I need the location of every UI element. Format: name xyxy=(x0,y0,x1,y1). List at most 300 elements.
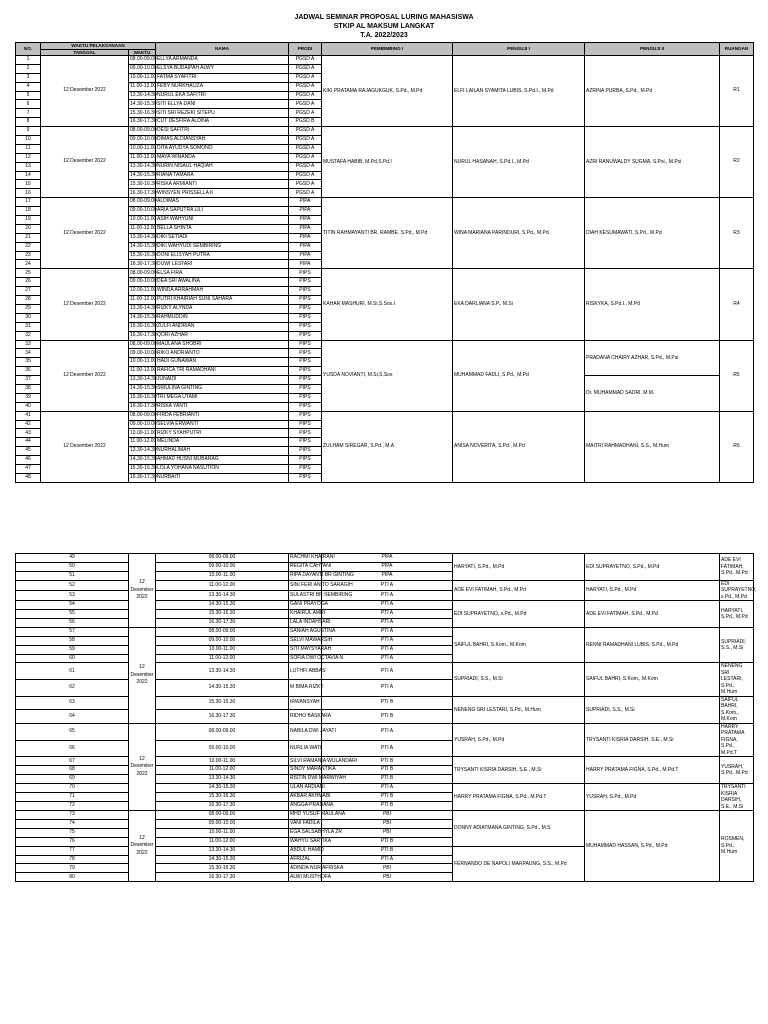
student-name: ZULFI ANDRIAN xyxy=(156,322,289,331)
row-number: 66 xyxy=(16,740,129,757)
study-program: PGSD A xyxy=(289,171,322,180)
student-name: SINDY MARANTIKA xyxy=(289,766,322,775)
student-name: REGITA CAHYANI xyxy=(289,562,322,571)
time-slot: 15.30-16.30 xyxy=(129,393,156,402)
study-program: PTI A xyxy=(322,601,453,610)
examiner-1-cell: MUHAMMAD HASSAN, S.Pd., M.Pd xyxy=(585,811,720,882)
student-name: NURHALIMAH xyxy=(156,447,289,456)
row-number: 27 xyxy=(16,287,41,296)
row-number: 2 xyxy=(16,64,41,73)
row-number: 75 xyxy=(16,828,129,837)
row-number: 7 xyxy=(16,109,41,118)
examiner-2-cell: YUSRAH, S.Pd., M.Pd xyxy=(720,757,754,784)
study-program: PIPA xyxy=(289,216,322,225)
time-slot: 09.00-10.00 xyxy=(129,64,156,73)
student-name: SELVI MAWARSIH xyxy=(289,636,322,645)
col-header-no: NO. xyxy=(16,43,41,56)
student-name: RIKO ANDRIANTO xyxy=(156,349,289,358)
time-slot: 15.30-16.30 xyxy=(156,793,289,802)
supervisor-cell: YUSDA NOVIANTI, M.Si,S.Sos xyxy=(322,340,453,411)
table-row xyxy=(16,757,754,766)
student-name: SRIULINA GINTING xyxy=(156,384,289,393)
table-row xyxy=(16,627,754,636)
study-program: PTI B xyxy=(322,793,453,802)
study-program: PTI B xyxy=(322,802,453,811)
row-number: 71 xyxy=(16,793,129,802)
col-header-waktu-pelaksanaan: WAKTU PELAKSANAAN xyxy=(41,43,156,50)
time-slot: 14.30-15.30 xyxy=(156,680,289,697)
row-number: 5 xyxy=(16,91,41,100)
time-slot: 09.00-10.00 xyxy=(156,819,289,828)
student-name: ANGGA PRADANA xyxy=(289,802,322,811)
study-program: PIPA xyxy=(322,571,453,580)
study-program: PIPS xyxy=(289,322,322,331)
row-number: 54 xyxy=(16,601,129,610)
row-number: 77 xyxy=(16,846,129,855)
study-program: PGSD A xyxy=(289,162,322,171)
supervisor-cell: MUSTAFA HABIB, M.Pd,S.Pd.I xyxy=(322,127,453,198)
time-slot: 16.30-17.30 xyxy=(156,802,289,811)
study-program: PTI A xyxy=(322,784,453,793)
time-slot: 14.30-15.30 xyxy=(129,100,156,109)
date-cell: 12 Desember 2022 xyxy=(129,811,156,882)
supervisor-cell: HARRY PRATAMA FIGNA, S.Pd., M.Pd.T xyxy=(453,784,585,811)
table-row xyxy=(16,811,754,820)
row-number: 47 xyxy=(16,464,41,473)
row-number: 80 xyxy=(16,873,129,882)
student-name: ELLYA ARMANDA xyxy=(156,56,289,65)
student-name: RACHMI KHAIRANI xyxy=(289,554,322,563)
examiner-2-cell: NENENG SRI LESTARI, S.Pd., M.Hum xyxy=(720,663,754,697)
student-name: QORI AZHAR xyxy=(156,331,289,340)
study-program: PGSD A xyxy=(289,64,322,73)
time-slot: 14.30-15.30 xyxy=(156,601,289,610)
row-number: 25 xyxy=(16,269,41,278)
row-number: 61 xyxy=(16,663,129,680)
student-name: LUTHFI ABBAS xyxy=(289,663,322,680)
study-program: PTI B xyxy=(322,696,453,710)
student-name: SITI MAYSYARAH xyxy=(289,645,322,654)
student-name: RAHMUDDIN xyxy=(156,313,289,322)
row-number: 55 xyxy=(16,610,129,619)
row-number: 70 xyxy=(16,784,129,793)
examiner-1-cell: YUSRAH, S.Pd., M.Pd xyxy=(585,784,720,811)
row-number: 8 xyxy=(16,118,41,127)
study-program: PGSD A xyxy=(289,189,322,198)
study-program: PIPA xyxy=(289,224,322,233)
time-slot: 10.00-11.00 xyxy=(156,828,289,837)
academic-year: T.A. 2022/2023 xyxy=(360,32,408,39)
row-number: 73 xyxy=(16,811,129,820)
time-slot: 09.00-10.00 xyxy=(129,420,156,429)
time-slot: 15.30-16.30 xyxy=(129,464,156,473)
study-program: PTI A xyxy=(322,740,453,757)
time-slot: 10.00-11.00 xyxy=(129,144,156,153)
student-name: LALA INDAHSARI xyxy=(289,618,322,627)
row-number: 32 xyxy=(16,331,41,340)
study-program: PIPS xyxy=(289,358,322,367)
student-name: M BIMA RIZKY xyxy=(289,680,322,697)
col-header-tanggal: TANGGAL xyxy=(41,49,129,56)
time-slot: 10.00-11.00 xyxy=(129,216,156,225)
time-slot: 10.00-11.00 xyxy=(129,429,156,438)
student-name: BELLA SHINTA xyxy=(156,224,289,233)
row-number: 49 xyxy=(16,554,129,563)
row-number: 16 xyxy=(16,189,41,198)
student-name: ADINDA NUR AFRISKA xyxy=(289,864,322,873)
row-number: 78 xyxy=(16,855,129,864)
time-slot: 15.30-16.30 xyxy=(129,180,156,189)
time-slot: 11.00-12.00 xyxy=(156,766,289,775)
study-program: PTI A xyxy=(322,680,453,697)
student-name: ABDUL HAMID xyxy=(289,846,322,855)
student-name: HADI GUNAWAN xyxy=(156,358,289,367)
row-number: 53 xyxy=(16,590,129,600)
row-number: 59 xyxy=(16,645,129,654)
room-cell: R6 xyxy=(720,411,754,482)
date-cell: 12 Desember 2022 xyxy=(129,554,156,628)
study-program: PTI A xyxy=(322,654,453,663)
supervisor-cell: KIKI PRATAMA RAJAGUKGUK, S.Pd., M.Pd xyxy=(322,56,453,127)
student-name: WINDA ARRAHMAH xyxy=(156,287,289,296)
row-number: 29 xyxy=(16,304,41,313)
row-number: 12 xyxy=(16,153,41,162)
row-number: 15 xyxy=(16,180,41,189)
study-program: PIPS xyxy=(289,456,322,465)
supervisor-cell: KAHAR MASHURI, M.Si,S.Sos.I xyxy=(322,269,453,340)
date-cell: 12 Desember 2022 xyxy=(41,269,129,340)
examiner-2-cell: SUPRIADI, S.S., M.Si xyxy=(720,627,754,663)
time-slot: 10.00-11.00 xyxy=(156,757,289,766)
examiner-1-cell: MUHAMMAD FADLI, S.Pd., M.Pd xyxy=(453,340,585,411)
study-program: PIPS xyxy=(289,349,322,358)
row-number: 33 xyxy=(16,340,41,349)
examiner-1-cell: SUPRIADI, S.S., M.Si xyxy=(585,696,720,723)
room-cell: R1 xyxy=(720,56,754,127)
supervisor-cell: FERNANDO DE NAPOLI MARPAUNG, S.S., M.Pd xyxy=(453,846,585,882)
table-row xyxy=(16,554,754,563)
time-slot: 13.30-14.30 xyxy=(156,663,289,680)
student-name: ASIH WAHYUNI xyxy=(156,216,289,225)
table-row xyxy=(16,663,754,680)
student-name: DIKI WAHYUDI SEMBIRING xyxy=(156,242,289,251)
study-program: PTI A xyxy=(322,580,453,590)
supervisor-cell: HARYATI, S.Pd., M.Pd xyxy=(453,554,585,581)
time-slot: 14.30-15.30 xyxy=(156,784,289,793)
time-slot: 09.00-10.00 xyxy=(156,562,289,571)
study-program: PIPA xyxy=(289,198,322,207)
study-program: PIPS xyxy=(289,331,322,340)
row-number: 41 xyxy=(16,411,41,420)
study-program: PGSD A xyxy=(289,82,322,91)
student-name: RIZKY SYAHPUTRI xyxy=(156,429,289,438)
study-program: PBI xyxy=(322,873,453,882)
examiner-2-cell: HARRY PRATAMA FIGNA, S.Pd., M.Pd.T xyxy=(720,723,754,757)
row-number: 42 xyxy=(16,420,41,429)
student-name: AFRIZAL xyxy=(289,855,322,864)
examiner-1-cell: EKA DARLIANA S.P., M.Si xyxy=(453,269,585,340)
table-row xyxy=(16,340,754,349)
study-program: PGSD A xyxy=(289,153,322,162)
student-name: NURLIA WATI xyxy=(289,740,322,757)
row-number: 21 xyxy=(16,233,41,242)
row-number: 72 xyxy=(16,802,129,811)
row-number: 30 xyxy=(16,313,41,322)
row-number: 64 xyxy=(16,710,129,724)
row-number: 23 xyxy=(16,251,41,260)
time-slot: 13.30-14.30 xyxy=(129,91,156,100)
student-name: DESI SAFITRI xyxy=(156,127,289,136)
study-program: PIPS xyxy=(289,304,322,313)
study-program: PTI B xyxy=(322,710,453,724)
examiner-2-cell: RISKYKA, S.Pd.I., M.Pd xyxy=(585,269,720,340)
examiner-2-cell: AZRI RANUWALDY SUGMA, S.Psi., M.Psi xyxy=(585,127,720,198)
student-name: RIZKY ALYNDA xyxy=(156,304,289,313)
time-slot: 14.30-15.30 xyxy=(156,855,289,864)
table-row xyxy=(16,411,754,420)
row-number: 36 xyxy=(16,367,41,376)
time-slot: 11.00-12.00 xyxy=(129,438,156,447)
study-program: PGSD B xyxy=(289,118,322,127)
date-cell: 12 Desember 2022 xyxy=(41,198,129,269)
study-program: PIPA xyxy=(289,260,322,269)
time-slot: 14.30-15.30 xyxy=(129,384,156,393)
student-name: AKBAR AKHMABI xyxy=(289,793,322,802)
examiner-1-cell: TRYSANTI KISRIA DARSIH, S.E., M.Si xyxy=(585,723,720,757)
examiner-1-cell: HARYATI, S.Pd., M.Pd xyxy=(585,580,720,601)
study-program: PIPS xyxy=(289,464,322,473)
student-name: SELVIA ERWANTI xyxy=(156,420,289,429)
row-number: 52 xyxy=(16,580,129,590)
row-number: 79 xyxy=(16,864,129,873)
student-name: DIMAS ALDIANSYAH xyxy=(156,136,289,145)
row-number: 74 xyxy=(16,819,129,828)
study-program: PGSD A xyxy=(289,73,322,82)
col-header-nama: NAMA xyxy=(156,43,289,56)
study-program: PIPS xyxy=(289,420,322,429)
student-name: FEBY NURKHALIZA xyxy=(156,82,289,91)
row-number: 28 xyxy=(16,296,41,305)
student-name: ALDIMAS xyxy=(156,198,289,207)
student-name: EGA SALSABHYLA ZR xyxy=(289,828,322,837)
study-program: PBI xyxy=(322,811,453,820)
row-number: 6 xyxy=(16,100,41,109)
study-program: PTI A xyxy=(322,663,453,680)
time-slot: 09.00-10.00 xyxy=(129,278,156,287)
study-program: PIPS xyxy=(289,393,322,402)
time-slot: 08.00-09.00 xyxy=(129,56,156,65)
student-name: DEA SRI AWALINA xyxy=(156,278,289,287)
table-row xyxy=(16,198,754,207)
table-row xyxy=(16,269,754,278)
study-program: PTI A xyxy=(322,645,453,654)
time-slot: 13.30-14.30 xyxy=(129,447,156,456)
table-row xyxy=(16,601,754,610)
study-program: PIPS xyxy=(289,429,322,438)
student-name: GANI PRAYOGA xyxy=(289,601,322,610)
date-cell: 12 Desember 2022 xyxy=(129,723,156,810)
study-program: PGSD A xyxy=(289,91,322,100)
time-slot: 11.00-12.00 xyxy=(156,654,289,663)
date-cell: 12 Desember 2022 xyxy=(41,127,129,198)
student-name: DUWI LESTARI xyxy=(156,260,289,269)
time-slot: 13.30-14.30 xyxy=(129,233,156,242)
study-program: PBI xyxy=(322,828,453,837)
supervisor-cell: DONNY ADIATMANA GINTING, S.Pd., M.S xyxy=(453,811,585,847)
study-program: PIPA xyxy=(322,562,453,571)
student-name: TRI MEGA UTAMI xyxy=(156,393,289,402)
examiner-1-cell: EDI SUPRAYETNO, S.Pd., M.Pd xyxy=(585,554,720,581)
student-name: KHAIRUL AMRI xyxy=(289,610,322,619)
study-program: PTI A xyxy=(322,723,453,740)
student-name: CUT DESFIRA ALDINA xyxy=(156,118,289,127)
table-row xyxy=(16,56,754,65)
time-slot: 10.00-11.00 xyxy=(129,287,156,296)
row-number: 45 xyxy=(16,447,41,456)
study-program: PTI A xyxy=(322,590,453,600)
row-number: 56 xyxy=(16,618,129,627)
time-slot: 11.00-12.00 xyxy=(129,82,156,91)
institution-name: STKIP AL MAKSUM LANGKAT xyxy=(333,23,435,30)
examiner-1-cell: SAIFUL BAHRI, S.Kom., M.Kom xyxy=(585,663,720,697)
student-name: MHD YUSUF MAULANA xyxy=(289,811,322,820)
row-number: 18 xyxy=(16,207,41,216)
study-program: PIPA xyxy=(289,242,322,251)
date-cell: 12 Desember 2022 xyxy=(41,340,129,411)
study-program: PTI A xyxy=(322,610,453,619)
study-program: PTI B xyxy=(322,757,453,766)
row-number: 26 xyxy=(16,278,41,287)
row-number: 11 xyxy=(16,144,41,153)
study-program: PTI B xyxy=(322,837,453,846)
time-slot: 16.30-17.30 xyxy=(129,189,156,198)
examiner-2-cell: TRYSANTI KISRIA DARSIH, S.E., M.Si xyxy=(720,784,754,811)
time-slot: 08.00-09.00 xyxy=(156,723,289,740)
row-number: 4 xyxy=(16,82,41,91)
student-name: ALWI MUSTHOFA xyxy=(289,873,322,882)
student-name: RIPA DAYANTI BR GINTING xyxy=(289,571,322,580)
examiner-1-cell: WINA MARIANA PARINDURI, S.Pd., M.Pd xyxy=(453,198,585,269)
study-program: PGSD A xyxy=(289,109,322,118)
student-name: SINI FERI ANITO SARAGIH xyxy=(289,580,322,590)
student-name: DONI ELISYAH PUTRA xyxy=(156,251,289,260)
student-name: SULASTRI BR SEMBIRING xyxy=(289,590,322,600)
row-number: 38 xyxy=(16,384,41,393)
time-slot: 11.00-12.00 xyxy=(156,580,289,590)
time-slot: 09.00-10.00 xyxy=(129,136,156,145)
student-name: MELINDA xyxy=(156,438,289,447)
time-slot: 14.30-15.30 xyxy=(129,456,156,465)
examiner-1-cell: ADE EVI FATIMAH, S.Pd., M.Pd xyxy=(585,601,720,628)
row-number: 3 xyxy=(16,73,41,82)
schedule-table-part1 xyxy=(15,42,754,483)
col-header-ruangan: RUANGAN xyxy=(720,43,754,56)
time-slot: 13.30-14.30 xyxy=(129,304,156,313)
student-name: NURIN NISAUL HAQIAH xyxy=(156,162,289,171)
time-slot: 11.00-12.00 xyxy=(156,837,289,846)
room-cell: R5 xyxy=(720,340,754,411)
row-number: 67 xyxy=(16,757,129,766)
row-number: 65 xyxy=(16,723,129,740)
date-cell: 12 Desember 2022 xyxy=(41,411,129,482)
study-program: PGSD A xyxy=(289,56,322,65)
study-program: PIPS xyxy=(289,313,322,322)
study-program: PTI A xyxy=(322,618,453,627)
time-slot: 09.00-10.00 xyxy=(129,349,156,358)
row-number: 57 xyxy=(16,627,129,636)
row-number: 17 xyxy=(16,198,41,207)
row-number: 50 xyxy=(16,562,129,571)
student-name: ELSA FIRA xyxy=(156,269,289,278)
time-slot: 13.30-14.30 xyxy=(156,775,289,784)
examiner-1-cell: ANISA NOVERITA, S.Pd., M.Pd xyxy=(453,411,585,482)
room-cell: R4 xyxy=(720,269,754,340)
time-slot: 08.00-09.00 xyxy=(156,811,289,820)
document-title: JADWAL SEMINAR PROPOSAL LURING MAHASISWA xyxy=(294,14,474,21)
study-program: PIPS xyxy=(289,367,322,376)
time-slot: 16.30-17.30 xyxy=(129,118,156,127)
examiner-1-cell: HARRY PRATAMA FIGNA, S.Pd., M.Pd.T xyxy=(585,757,720,784)
study-program: PTI A xyxy=(322,636,453,645)
schedule-table-part2 xyxy=(15,553,757,882)
row-number: 48 xyxy=(16,473,41,482)
row-number: 31 xyxy=(16,322,41,331)
examiner-2-cell: SAIFUL BAHRI, S.Kom., M.Kom xyxy=(720,696,754,723)
time-slot: 11.00-12.00 xyxy=(129,367,156,376)
supervisor-cell: ZULHAM SIREGAR, S.Pd., M.A xyxy=(322,411,453,482)
time-slot: 08.00-09.00 xyxy=(156,627,289,636)
table-row xyxy=(16,723,754,740)
time-slot: 10.00-11.00 xyxy=(156,645,289,654)
examiner-1-cell: ELFI LAILAN SYAMITA LUBIS, S.Pd.I., M.Pd xyxy=(453,56,585,127)
student-name: NURBAITI xyxy=(156,473,289,482)
study-program: PGSD A xyxy=(289,136,322,145)
supervisor-cell: YUSRAH, S.Pd., M.Pd xyxy=(453,723,585,757)
study-program: PIPS xyxy=(289,376,322,385)
study-program: PIPS xyxy=(289,411,322,420)
student-name: ELSYA BUDAIPAH ALWY xyxy=(156,64,289,73)
supervisor-cell: TITIN RAHMAYANTI BR. RAMBE, S.Pd., M.Pd xyxy=(322,198,453,269)
student-name: AHMAD HUSNI MUBARAG xyxy=(156,456,289,465)
study-program: PBI xyxy=(322,864,453,873)
col-header-pembimbing: PEMBIMBING I xyxy=(322,43,453,56)
examiner-2-cell: HARYATI, S.Pd., M.Pd xyxy=(720,601,754,628)
time-slot: 08.00-09.00 xyxy=(129,411,156,420)
study-program: PIPS xyxy=(289,384,322,393)
student-name: RIANA TAMARA xyxy=(156,171,289,180)
study-program: PIPA xyxy=(322,554,453,563)
row-number: 68 xyxy=(16,766,129,775)
row-number: 37 xyxy=(16,376,41,385)
time-slot: 13.30-14.30 xyxy=(129,376,156,385)
student-name: PUTRI KHAIRIAH SUNI SAHARA xyxy=(156,296,289,305)
time-slot: 09.00-10.00 xyxy=(156,636,289,645)
time-slot: 15.30-16.30 xyxy=(156,610,289,619)
room-cell: R3 xyxy=(720,198,754,269)
student-name: MAYA WINANDA xyxy=(156,153,289,162)
supervisor-cell: SAIFUL BAHRI, S.Kom., M.Kom xyxy=(453,627,585,663)
time-slot: 11.00-12.00 xyxy=(129,296,156,305)
time-slot: 16.30-17.30 xyxy=(156,710,289,724)
examiner-2-cell: ROSMEN, S.Pd., M.Hum xyxy=(720,811,754,882)
row-number: 63 xyxy=(16,696,129,710)
student-name: DIKI SETIADI xyxy=(156,233,289,242)
student-name: FATMA SYAFITRI xyxy=(156,73,289,82)
study-program: PIPS xyxy=(289,447,322,456)
row-number: 62 xyxy=(16,680,129,697)
col-header-penguji-2: PENGUJI II xyxy=(585,43,720,56)
row-number: 1 xyxy=(16,56,41,65)
